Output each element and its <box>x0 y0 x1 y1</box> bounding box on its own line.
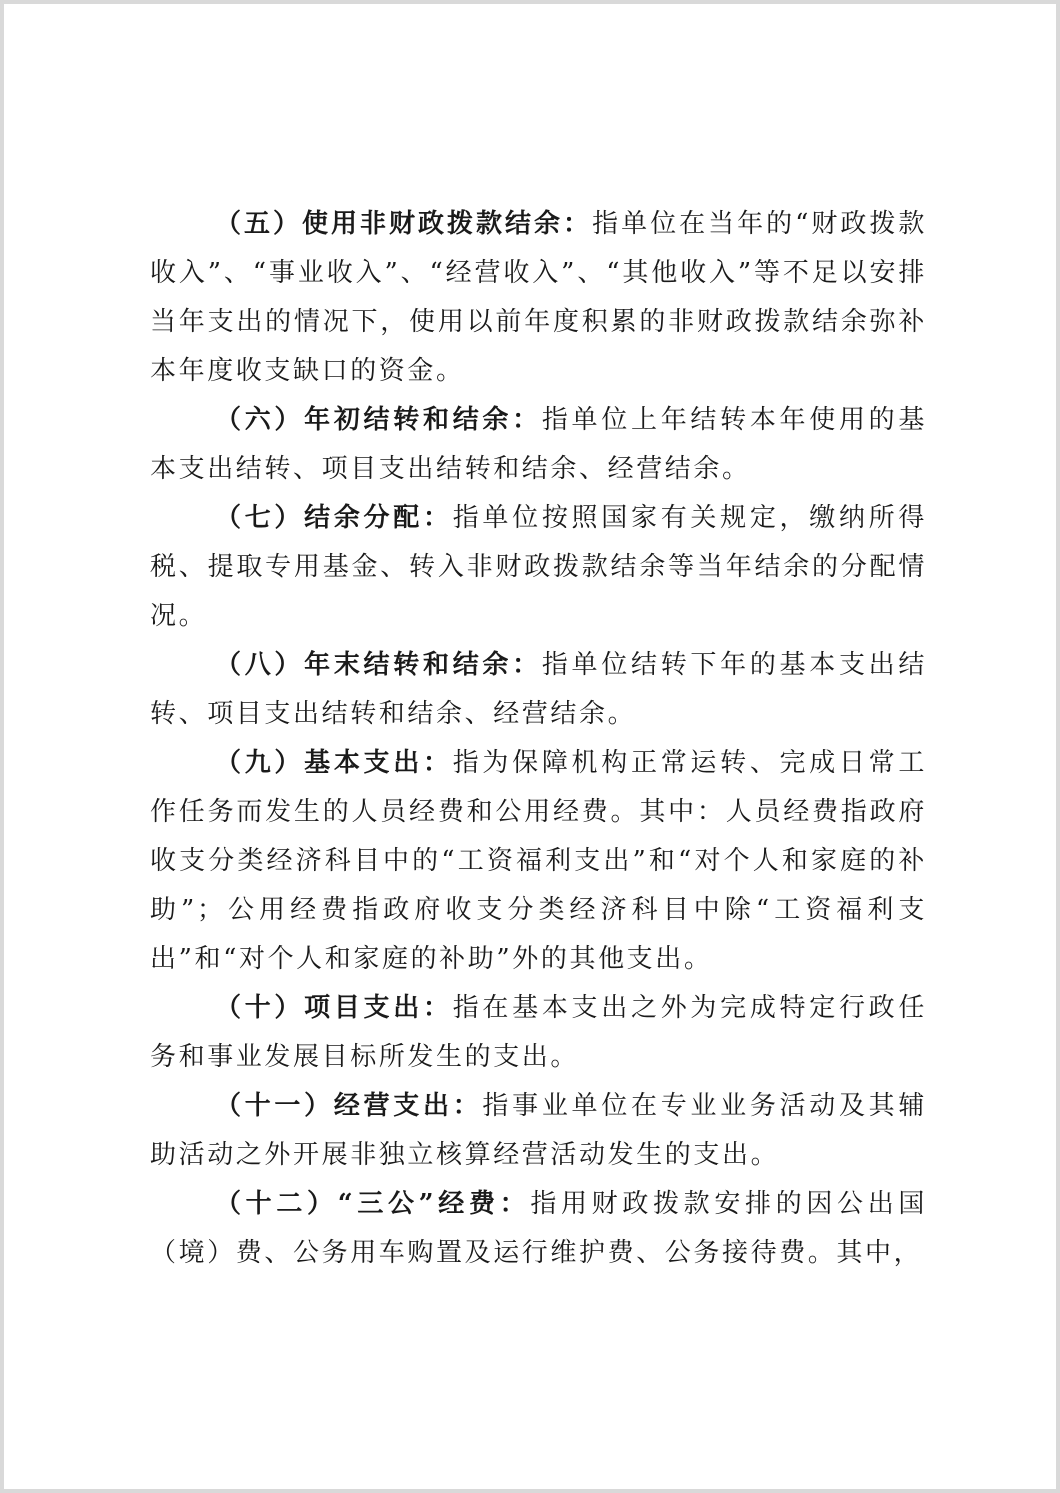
document-body <box>150 200 927 1278</box>
term-definition: 指单位结转下年的基本支出结转、项目支出结转和结余、经营结余。 <box>150 650 927 729</box>
term-definition: 指事业单位在专业业务活动及其辅助活动之外开展非独立核算经营活动发生的支出。 <box>150 1091 927 1170</box>
paragraph-item-6 <box>150 396 927 494</box>
term-definition: 指单位上年结转本年使用的基本支出结转、项目支出结转和结余、经营结余。 <box>150 405 927 484</box>
term-heading: （十二）“三公”经费： <box>215 1189 531 1219</box>
term-definition: 指单位按照国家有关规定，缴纳所得税、提取专用基金、转入非财政拨款结余等当年结余的分配情况。 <box>150 503 927 631</box>
paragraph-item-12 <box>150 1180 927 1278</box>
term-definition: 指在基本支出之外为完成特定行政任务和事业发展目标所发生的支出。 <box>150 993 927 1072</box>
term-heading: （六）年初结转和结余： <box>215 405 542 435</box>
term-definition: 指为保障机构正常运转、完成日常工作任务而发生的人员经费和公用经费。其中：人员经费指政府收支分类经济科目中的“工资福利支出”和“对个人和家庭的补助”；公用经费指政府收支分类经济科目中除“工资福利支出”和“对个人和家庭的补助”外的其他支出。 <box>150 748 927 974</box>
term-heading: （十）项目支出： <box>215 993 453 1023</box>
term-heading: （九）基本支出： <box>215 748 453 778</box>
term-definition: 指单位在当年的“财政拨款收入”、“事业收入”、“经营收入”、“其他收入”等不足以安排当年支出的情况下，使用以前年度积累的非财政拨款结余弥补本年度收支缺口的资金。 <box>150 209 927 386</box>
term-heading: （八）年末结转和结余： <box>215 650 542 680</box>
paragraph-item-10 <box>150 984 927 1082</box>
term-heading: （十一）经营支出： <box>215 1091 483 1121</box>
term-definition: 指用财政拨款安排的因公出国（境）费、公务用车购置及运行维护费、公务接待费。其中， <box>150 1189 927 1268</box>
paragraph-item-11 <box>150 1082 927 1180</box>
paragraph-item-8 <box>150 641 927 739</box>
paragraph-item-5 <box>150 200 927 396</box>
term-heading: （七）结余分配： <box>215 503 453 533</box>
document-page <box>4 4 1056 1489</box>
paragraph-item-9 <box>150 739 927 984</box>
paragraph-item-7 <box>150 494 927 641</box>
term-heading: （五）使用非财政拨款结余： <box>215 209 593 239</box>
